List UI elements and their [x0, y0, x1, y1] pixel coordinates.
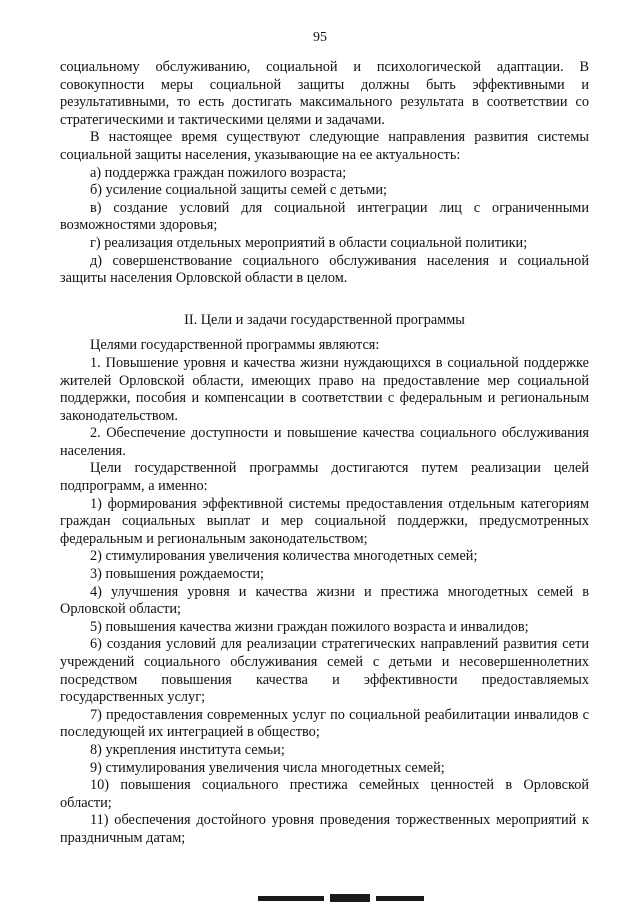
scan-mark: [376, 896, 424, 901]
paragraph: Целями государственной программы являются:: [90, 337, 380, 354]
list-item: б) усиление социальной защиты семей с детьми;: [90, 182, 387, 199]
scan-edge-marks: [0, 893, 640, 905]
list-item: 10) повышения социального престижа семейных ценностей в Орловской области;: [60, 777, 589, 811]
list-item: 5) повышения качества жизни граждан пожилого возраста и инвалидов;: [90, 618, 529, 635]
scan-mark: [330, 894, 370, 902]
list-item: д) совершенствование социального обслуживания населения и социальной защиты населения Орловской области в целом.: [60, 252, 589, 287]
paragraph: социальному обслуживанию, социальной и психологической адаптации. В совокупности меры социальной защиты должны быть эффективными и результативными, то есть достигать максимального результата в соответствии со стратегическими и тактическими целями и задачами.: [60, 59, 589, 128]
paragraph: 2. Обеспечение доступности и повышение качества социального обслуживания населения.: [60, 425, 589, 459]
list-item: 2) стимулирования увеличения количества многодетных семей;: [90, 548, 478, 565]
list-item: 9) стимулирования увеличения числа многодетных семей;: [90, 759, 445, 776]
paragraph: В настоящее время существуют следующие направления развития системы социальной защиты населения, указывающие на ее актуальность:: [60, 129, 589, 163]
list-item: 1) формирования эффективной системы предоставления отдельным категориям граждан социальных выплат и мер социальной поддержки, предусмотренных федеральным и региональным законодательством;: [60, 495, 589, 547]
list-item: 11) обеспечения достойного уровня проведения торжественных мероприятий к праздничным датам;: [60, 812, 589, 846]
paragraph: Цели государственной программы достигаются путем реализации целей подпрограмм, а именно:: [60, 460, 589, 495]
list-item: 7) предоставления современных услуг по социальной реабилитации инвалидов с последующей их интеграцией в общество;: [60, 706, 589, 741]
list-item: 8) укрепления института семьи;: [90, 741, 285, 758]
page-body: [60, 59, 589, 848]
paragraph: 1. Повышение уровня и качества жизни нуждающихся в социальной поддержке жителей Орловской области, имеющих право на предоставление мер социальной поддержки, пособия и компенсации в соответствии с федеральным и региональным законодательством.: [60, 354, 589, 424]
list-item: а) поддержка граждан пожилого возраста;: [90, 164, 347, 181]
list-item: г) реализация отдельных мероприятий в области социальной политики;: [90, 234, 528, 251]
section-heading: II. Цели и задачи государственной программы: [184, 311, 465, 328]
list-item: 3) повышения рождаемости;: [90, 566, 264, 583]
scan-mark: [258, 896, 324, 901]
list-item: 6) создания условий для реализации стратегических направлений развития сети учреждений социального обслуживания семей с детьми и несовершеннолетних посредством повышения качества и эффективности предоставляемых государственных услуг;: [60, 636, 589, 706]
list-item: в) создание условий для социальной интеграции лиц с ограниченными возможностями здоровья;: [60, 199, 589, 234]
list-item: 4) улучшения уровня и качества жизни и престижа многодетных семей в Орловской области;: [60, 583, 589, 618]
page-number: 95: [313, 30, 327, 45]
